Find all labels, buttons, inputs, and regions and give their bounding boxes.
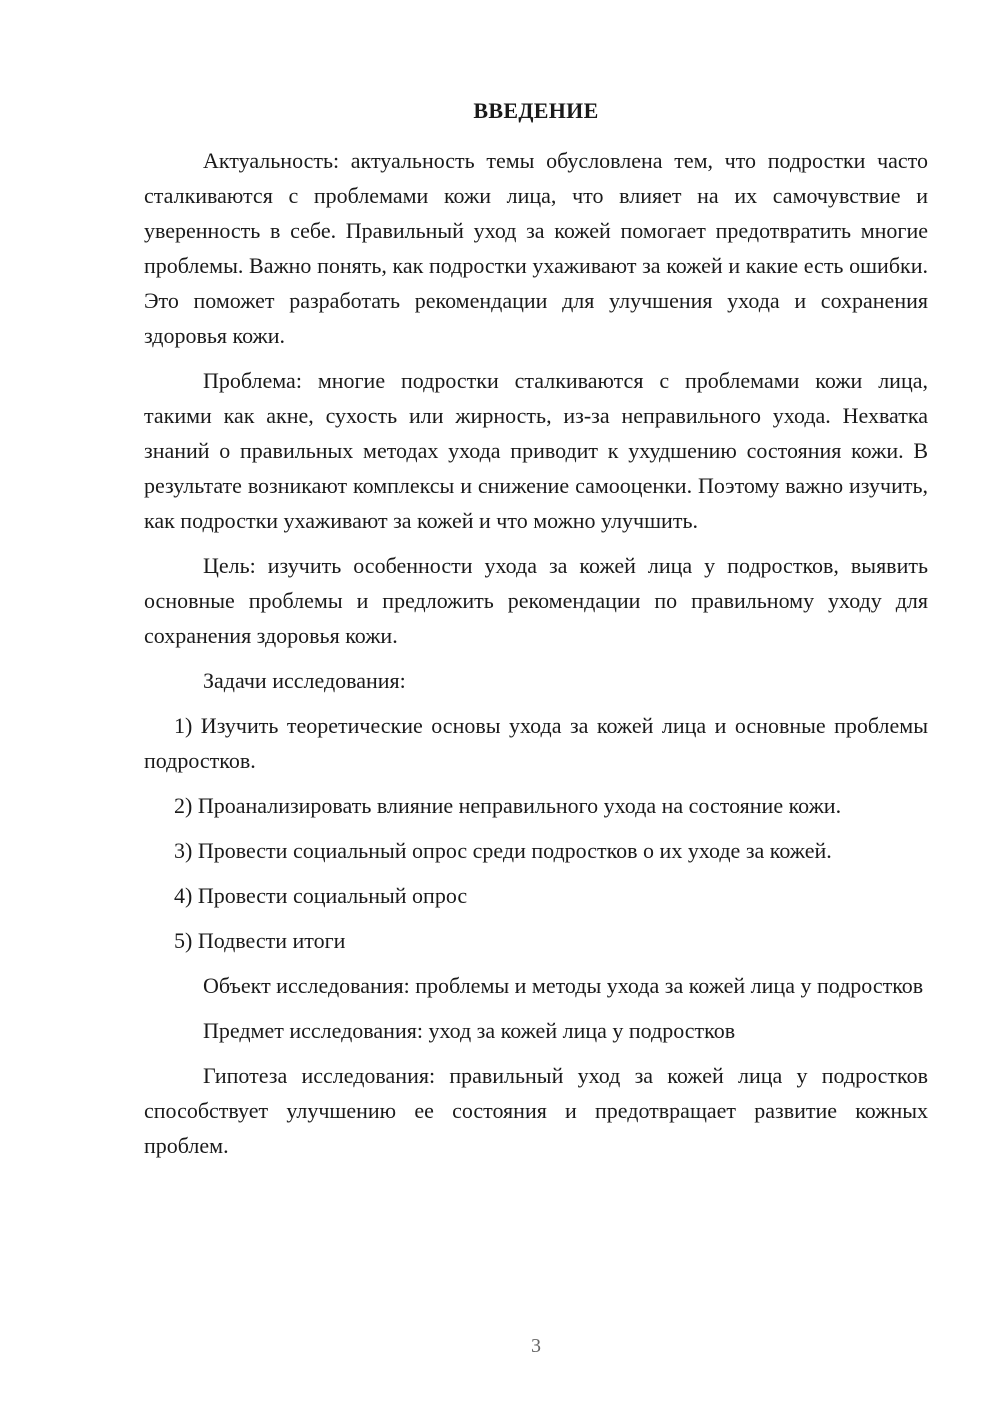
- task-item-3: 3) Провести социальный опрос среди подростков о их уходе за кожей.: [174, 838, 832, 863]
- paragraph-hypothesis: Гипотеза исследования: правильный уход за кожей лица у подростков способствует улучшению ее состояния и предотвращает развитие кожных проблем.: [144, 1063, 928, 1158]
- paragraph-problem: Проблема: многие подростки сталкиваются с проблемами кожи лица, такими как акне, сухость или жирность, из-за неправильного ухода. Нехватка знаний о правильных методах ухода приводит к ухудшению состояния кожи. В результате возникают комплексы и снижение самооценки. Поэтому важно изучить, как подростки ухаживают за кожей и что можно улучшить.: [144, 368, 928, 533]
- task-item-4: 4) Провести социальный опрос: [174, 883, 468, 908]
- task-item-5: 5) Подвести итоги: [174, 928, 346, 953]
- paragraph-goal: Цель: изучить особенности ухода за кожей лица у подростков, выявить основные проблемы и предложить рекомендации по правильному уходу для сохранения здоровья кожи.: [144, 553, 928, 648]
- paragraph-relevance: Актуальность: актуальность темы обусловлена тем, что подростки часто сталкиваются с проблемами кожи лица, что влияет на их самочувствие и уверенность в себе. Правильный уход за кожей помогает предотвратить многие проблемы. Важно понять, как подростки ухаживают за кожей и какие есть ошибки. Это поможет разработать рекомендации для улучшения ухода и сохранения здоровья кожи.: [144, 148, 928, 348]
- task-item-2: 2) Проанализировать влияние неправильного ухода на состояние кожи.: [174, 793, 842, 818]
- body-text: [144, 143, 928, 1173]
- paragraph-subject: Предмет исследования: уход за кожей лица у подростков: [203, 1018, 736, 1043]
- task-item-1: 1) Изучить теоретические основы ухода за кожей лица и основные проблемы подростков.: [144, 713, 928, 773]
- page-number: 3: [531, 1335, 541, 1357]
- paragraph-tasks-heading: Задачи исследования:: [203, 668, 406, 693]
- page-title: ВВЕДЕНИЕ: [473, 98, 599, 123]
- paragraph-object: Объект исследования: проблемы и методы ухода за кожей лица у подростков: [203, 973, 924, 998]
